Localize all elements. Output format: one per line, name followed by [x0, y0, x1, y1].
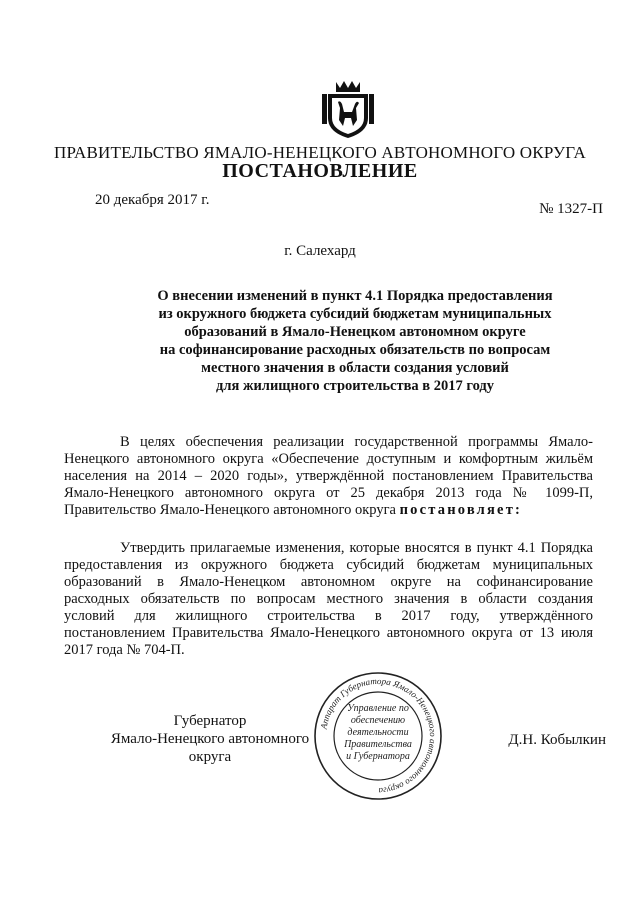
document-date: 20 декабря 2017 г.	[95, 192, 210, 208]
subject-line: на софинансирование расходных обязательств по вопросам	[159, 342, 551, 358]
stamp-ring-text: Аппарат Губернатора Ямало-Ненецкого автономного округа	[318, 675, 439, 797]
subject-line: О внесении изменений в пункт 4.1 Порядка предоставления	[157, 288, 553, 304]
paragraph-line	[64, 502, 593, 519]
subject-line: из окружного бюджета субсидий бюджетам муниципальных	[158, 306, 552, 322]
paragraph-line: В целях обеспечения реализации государственной программы Ямало-	[120, 434, 593, 450]
signatory-name: Д.Н. Кобылкин	[508, 732, 606, 748]
paragraph-line: расходных обязательств по вопросам местного значения в области создания	[64, 591, 593, 607]
resolution-paragraph	[64, 540, 593, 659]
decree-keyword: постановляет:	[399, 502, 523, 518]
paragraph-line-text: Правительство Ямало-Ненецкого автономного округа	[64, 502, 396, 518]
signatory-position: Губернатор	[173, 713, 247, 729]
paragraph-line: образований в Ямало-Ненецком автономном округе на софинансирование	[64, 574, 593, 590]
coat-of-arms-icon	[322, 78, 374, 140]
paragraph-line: предоставления из окружного бюджета субсидий бюджетам муниципальных	[64, 557, 593, 573]
document-number: № 1327-П	[539, 201, 603, 217]
paragraph-line: населения на 2014 – 2020 годы», утверждённой постановлением Правительства	[64, 468, 593, 484]
document-city: г. Салехард	[284, 243, 356, 259]
signatory-region: Ямало-Ненецкого автономного округа	[110, 731, 310, 765]
signatory-title	[90, 712, 330, 766]
preamble-paragraph	[64, 434, 593, 519]
stamp-line: обеспечению	[350, 715, 406, 726]
paragraph-line: условий для жилищного строительства в 2017 году, утверждённого	[64, 608, 593, 624]
document-subject	[80, 287, 630, 395]
stamp-line: Управление по	[347, 703, 409, 714]
stamp-line: деятельности	[347, 727, 409, 738]
paragraph-line: Ямало-Ненецкого автономного округа от 25 декабря 2013 года № 1099-П,	[64, 485, 593, 501]
document-type: ПОСТАНОВЛЕНИЕ	[222, 160, 418, 182]
subject-line: местного значения в области создания условий	[201, 360, 509, 376]
paragraph-line: Утвердить прилагаемые изменения, которые вносятся в пункт 4.1 Порядка	[120, 540, 593, 556]
government-title: ПРАВИТЕЛЬСТВО ЯМАЛО-НЕНЕЦКОГО АВТОНОМНОГО ОКРУГА	[54, 143, 586, 162]
paragraph-line: 2017 года № 704-П.	[64, 642, 185, 658]
stamp-line: Правительства	[344, 739, 412, 750]
subject-line: для жилищного строительства в 2017 году	[216, 378, 494, 394]
subject-line: образований в Ямало-Ненецком автономном округе	[184, 324, 526, 340]
stamp-inner-text	[338, 703, 418, 763]
stamp-line: и Губернатора	[346, 751, 410, 762]
paragraph-line: постановлением Правительства Ямало-Ненецкого автономного округа от 13 июля	[64, 625, 593, 641]
paragraph-line: Ненецкого автономного округа «Обеспечение доступным и комфортным жильём	[64, 451, 593, 467]
